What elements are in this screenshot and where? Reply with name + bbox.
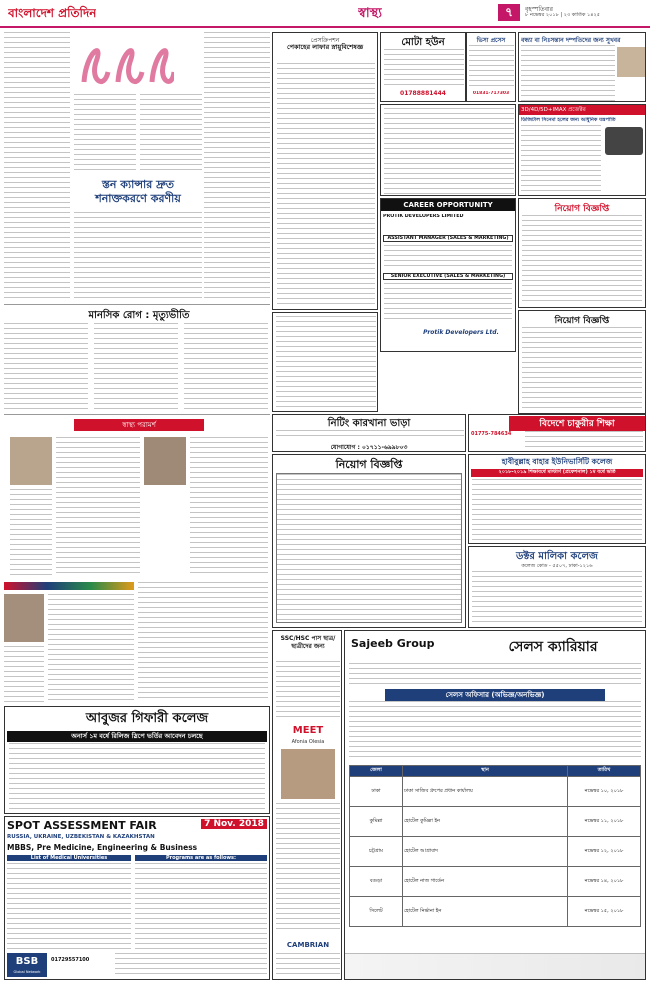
moto-body <box>384 49 464 87</box>
bidesh-phone: 01775-784634 <box>471 431 512 437</box>
table-cell: হোটেল নাজ গার্ডেন <box>403 867 568 897</box>
spot-programs: Programs are as follows: <box>135 855 267 861</box>
bsb-text: BSB <box>15 956 39 967</box>
table-header: তারিখ <box>568 766 641 777</box>
career-company: PROTIK DEVELOPERS LIMITED <box>383 214 464 219</box>
malika-line: কলেজ কোড - ৫৫০৭, ঢাকা-১২১৬ <box>521 563 593 569</box>
ad-meet <box>272 630 342 980</box>
mental-text-3 <box>184 323 268 411</box>
abujar-title: আবুজর গিফারী কলেজ <box>85 711 209 726</box>
tips-text-3 <box>10 489 52 577</box>
article-text-right <box>140 94 202 174</box>
tips-text-1 <box>56 437 140 577</box>
sajeeb-table <box>349 765 641 927</box>
lower-text-1 <box>48 594 134 702</box>
spot-list <box>7 863 131 949</box>
ad-fertility <box>518 32 646 102</box>
fertility-body <box>521 45 615 101</box>
ad-clinic <box>380 104 516 196</box>
niyog-mid-table <box>276 473 462 623</box>
ad-spot-fair <box>4 816 270 980</box>
table-cell: নভেম্বর ১০, ২০১৮ <box>568 777 641 807</box>
career-title: CAREER OPPORTUNITY <box>403 201 493 209</box>
nitting-phone: যোগাযোগ : ০১৭১১-৬৯৯৮০৩ <box>330 444 408 451</box>
career-body-2 <box>384 283 512 323</box>
career-post-2: SENIOR EXECUTIVE (SALES & MARKETING) <box>383 273 513 280</box>
visa-title: ভিসা প্রসেস <box>476 37 506 44</box>
tips-badge <box>74 419 204 431</box>
article-headline: স্তন ক্যান্সার দ্রুত শনাক্তকরণে করণীয় <box>95 178 181 205</box>
mental-text-1 <box>4 323 88 411</box>
abujar-line: অনার্স ১ম বর্ষে রিলিজ স্লিপে ভর্তির আবেদন চলছে <box>7 731 267 742</box>
niyog-right-title: নিয়োগ বিজ্ঞপ্তি <box>554 316 610 326</box>
table-header: স্থান <box>403 766 568 777</box>
sajeeb-header <box>345 631 645 661</box>
sajeeb-brand-strip <box>345 953 645 979</box>
article-text-right2 <box>204 32 270 302</box>
fertility-title: বন্ধ্যা বা নিঃসন্তান দম্পতিদের জন্য সুখবর <box>521 37 621 44</box>
article-text-bottom <box>74 212 202 302</box>
spot-programs-list <box>135 863 267 949</box>
bidesh-title: বিদেশে চাকুরীর শিক্ষা <box>509 416 645 431</box>
habibullah-line: ২০১৮-২০১৯ শিক্ষাবর্ষে মাস্টার্স (প্রফেশনাল) ১ম বর্ষে ভর্তি <box>471 469 643 477</box>
ad-niyog-top <box>518 198 646 308</box>
table-header: জেলা <box>350 766 403 777</box>
lower-photo-1 <box>4 594 44 642</box>
habibullah-body <box>472 479 642 541</box>
bsb-sub: Global Network <box>13 970 41 974</box>
ad-doctor-body <box>277 63 375 307</box>
table-cell: নভেম্বর ১২, ২০১৮ <box>568 837 641 867</box>
notice-mid-body <box>276 316 376 410</box>
table-cell: নভেম্বর ১৫, ২০১৮ <box>568 897 641 927</box>
table-cell: হোটেল নির্ভানা ইন <box>403 897 568 927</box>
niyog-top-title: নিয়োগ বিজ্ঞপ্তি <box>554 204 610 214</box>
table-cell: সিলেট <box>350 897 403 927</box>
table-row <box>350 837 641 867</box>
ssc-body <box>276 661 340 721</box>
ad-dr-malika <box>468 546 646 628</box>
bidesh-body <box>525 431 643 449</box>
projector-image <box>605 127 643 155</box>
ad-doctor-head: প্রেসক্রিপশন <box>310 37 340 44</box>
table-row <box>350 867 641 897</box>
lower-text-3 <box>4 646 44 702</box>
meet-sub: Afonia Olesia <box>291 739 325 745</box>
ad-habibullah <box>468 454 646 544</box>
habibullah-title: হাবীবুল্লাহ বাহার ইউনিভার্সিটি কলেজ <box>501 457 613 466</box>
projector-line: ডিজিটাল সিনেমা হলের জন্য আধুনিক যন্ত্রপাতি <box>521 117 616 123</box>
table-row <box>350 777 641 807</box>
table-cell: হোটেল আগ্রাবাদ <box>403 837 568 867</box>
photo-strip <box>4 582 134 590</box>
page-header <box>0 0 650 28</box>
ad-abujar <box>4 706 270 814</box>
col-left-lower <box>4 582 270 704</box>
ad-doctor <box>272 32 378 310</box>
table-header-row <box>350 766 641 777</box>
career-bar <box>381 199 515 211</box>
sajeeb-sales: সেলস ক্যারিয়ার <box>508 639 598 655</box>
niyog-mid-title: নিয়োগ বিজ্ঞপ্তি <box>335 458 403 471</box>
ad-nitting <box>272 414 466 452</box>
ad-niyog-right <box>518 310 646 414</box>
article-subhead: মানসিক রোগ : মৃত্যুভীতি <box>88 310 190 321</box>
malika-title: ডক্টর মালিকা কলেজ <box>516 551 598 562</box>
bsb-phone: 01729557100 <box>51 957 90 963</box>
bsb-contacts <box>115 953 267 977</box>
ad-visa <box>466 32 516 102</box>
spot-title: SPOT ASSESSMENT FAIR <box>7 819 157 832</box>
table-cell: ঢাকা <box>350 777 403 807</box>
visa-body <box>469 45 514 89</box>
spot-list-head: List of Medical Universities <box>7 855 131 861</box>
tips-badge-text: স্বাস্থ্য পরামর্শ <box>122 421 156 429</box>
table-row <box>350 807 641 837</box>
sajeeb-logo: Sajeeb Group <box>351 637 435 650</box>
header-day: বৃহস্পতিবার <box>525 6 553 13</box>
table-cell: ঢাকা সাজিব গ্রুপের প্রধান কার্যালয় <box>403 777 568 807</box>
masthead: বাংলাদেশ প্রতিদিন <box>8 6 97 20</box>
spot-course: MBBS, Pre Medicine, Engineering & Business <box>7 843 198 852</box>
ad-niyog-mid <box>272 454 466 628</box>
nitting-body <box>276 430 464 440</box>
tips-text-2 <box>190 437 268 577</box>
meet-title: MEET <box>292 725 324 736</box>
page-number <box>498 4 520 21</box>
page-number-text: ৭ <box>505 5 513 19</box>
abujar-body <box>9 743 265 811</box>
fertility-photo <box>617 47 645 77</box>
ad-moto-hunt <box>380 32 466 102</box>
projector-body <box>521 125 601 193</box>
table-cell: নভেম্বর ১৪, ২০১৮ <box>568 867 641 897</box>
header-rule <box>0 26 650 28</box>
header-date: ৮ নভেম্বর ২০১৮ | ২৩ কার্তিক ১৪২৫ <box>525 12 600 18</box>
section-title: স্বাস্থ্য <box>358 6 383 21</box>
ad-career <box>380 198 516 352</box>
sajeeb-req <box>349 701 641 761</box>
ad-notice-mid <box>272 312 378 412</box>
ad-projector <box>518 104 646 196</box>
sajeeb-post: সেলস অফিসার (অভিজ্ঞ/অনভিজ্ঞ) <box>385 689 605 701</box>
spot-date: 7 Nov. 2018 <box>201 819 267 829</box>
table-row <box>350 897 641 927</box>
cambrian-logo: CAMBRIAN <box>286 941 330 949</box>
career-body-1 <box>384 245 512 269</box>
career-logo: Protik Developers Ltd. <box>423 329 499 336</box>
article-text-mid <box>74 94 136 174</box>
ssc-title: SSC/HSC পাস ছাত্র/ছাত্রীদের জন্য <box>280 635 336 650</box>
table-cell: বগুড়া <box>350 867 403 897</box>
ad-bidesh <box>468 414 646 452</box>
visa-phone: 01831-717303 <box>472 91 510 96</box>
doctor-photo-2 <box>144 437 186 485</box>
projector-bar <box>519 105 645 115</box>
table-cell: নভেম্বর ১১, ২০১৮ <box>568 807 641 837</box>
cambrian-body <box>276 953 340 977</box>
nitting-title: নিটিং কারখানা ভাড়া <box>327 418 411 429</box>
mental-text-2 <box>94 323 178 411</box>
article-text-left <box>4 32 70 302</box>
article-mental-health <box>4 304 270 412</box>
ad-sajeeb <box>344 630 646 980</box>
niyog-top-body <box>522 215 642 305</box>
health-tips-box <box>4 414 270 580</box>
table-cell: চট্টগ্রাম <box>350 837 403 867</box>
career-post-1: ASSISTANT MANAGER (SALES & MARKETING) <box>383 235 513 242</box>
moto-title: মোটা হউন <box>401 37 445 48</box>
sajeeb-intro <box>349 663 641 687</box>
spot-countries: RUSSIA, UKRAINE, UZBEKISTAN & KAZAKHSTAN <box>7 834 155 840</box>
projector-title: 3D/4D/5D+IMAX প্রজেক্টর <box>521 107 586 113</box>
lower-text-2 <box>138 582 268 702</box>
ribbon-illustration <box>74 32 174 92</box>
doctor-photo-1 <box>10 437 52 485</box>
table-cell: হোটেল কুমিল্লা ইন <box>403 807 568 837</box>
niyog-right-body <box>522 327 642 411</box>
table-cell: কুমিল্লা <box>350 807 403 837</box>
meet-body <box>276 803 340 933</box>
clinic-body <box>384 108 514 194</box>
meet-photo <box>281 749 335 799</box>
ad-doctor-title: পেকাহের লাফার স্নায়ুবিশেষজ্ঞ <box>286 43 364 51</box>
pink-ribbon-icon <box>74 32 174 92</box>
malika-body <box>472 571 642 625</box>
moto-phone: 01788881444 <box>400 90 446 97</box>
article-breast-cancer <box>4 32 270 302</box>
